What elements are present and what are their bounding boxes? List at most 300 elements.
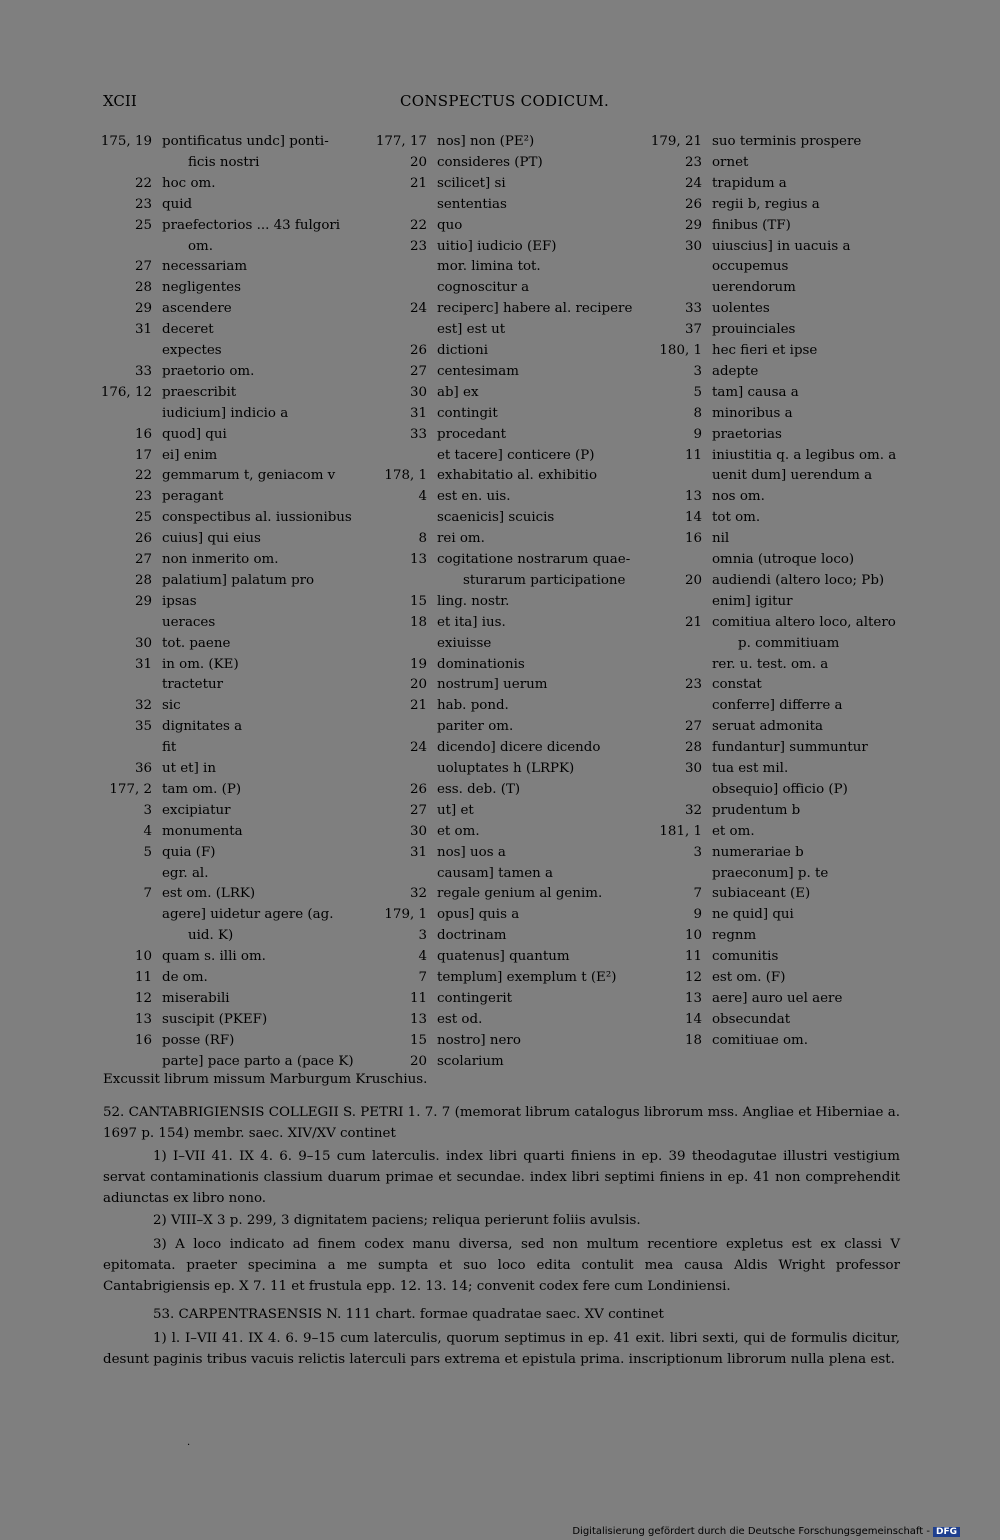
line-reference: 11 [684, 447, 702, 463]
variant-reading: peragant [162, 489, 224, 505]
variant-reading: quatenus] quantum [437, 949, 570, 965]
variant-reading: ornet [712, 154, 749, 170]
variant-reading: conferre] differre a [712, 698, 843, 714]
apparatus-line [650, 696, 905, 716]
line-reference: 31 [134, 322, 152, 338]
variant-reading: ueraces [162, 614, 216, 630]
variant-reading: praescribit [162, 384, 237, 400]
variant-reading: ne quid] qui [712, 907, 794, 923]
variant-reading: ess. deb. (T) [437, 781, 521, 797]
line-reference: 28 [684, 740, 702, 756]
line-reference: 31 [409, 844, 427, 860]
apparatus-line [650, 675, 905, 695]
variant-reading: nos] uos a [437, 844, 506, 860]
line-reference: 177, 17 [375, 134, 427, 149]
apparatus-line [375, 696, 640, 716]
apparatus-line [650, 1031, 905, 1051]
apparatus-line [650, 780, 905, 800]
variant-reading: opus] quis a [437, 907, 520, 923]
apparatus-line [100, 571, 360, 591]
apparatus-line [100, 132, 360, 152]
apparatus-line [100, 780, 360, 800]
variant-reading: miserabili [162, 990, 230, 1006]
apparatus-line [375, 947, 640, 967]
apparatus-line [650, 634, 905, 654]
apparatus-line [100, 675, 360, 695]
apparatus-line [650, 905, 905, 925]
apparatus-line [375, 278, 640, 298]
apparatus-line [650, 278, 905, 298]
variant-reading: tot om. [712, 510, 761, 526]
apparatus-line [100, 153, 360, 173]
apparatus-line [100, 1010, 360, 1030]
variant-reading: parte] pace parto a (pace K) [162, 1053, 354, 1069]
variant-reading: subiaceant (E) [712, 886, 811, 902]
variant-reading: dominationis [437, 656, 525, 672]
apparatus-line [375, 717, 640, 737]
variant-reading: negligentes [162, 280, 241, 296]
variant-reading: finibus (TF) [712, 217, 791, 233]
apparatus-line [650, 613, 905, 633]
variant-reading: ficis nostri [188, 154, 260, 170]
variant-reading: numerariae b [712, 844, 804, 860]
variant-reading: dignitates a [162, 719, 243, 735]
variant-reading: hab. pond. [437, 698, 509, 714]
apparatus-line [100, 529, 360, 549]
variant-reading: quia (F) [162, 844, 216, 860]
line-reference: 32 [409, 886, 427, 902]
line-reference: 30 [409, 823, 427, 839]
line-reference: 24 [684, 175, 702, 191]
variant-reading: scolarium [437, 1053, 504, 1069]
variant-reading: uid. K) [188, 928, 234, 944]
variant-reading: adepte [712, 363, 759, 379]
apparatus-line [375, 926, 640, 946]
variant-reading: nil [712, 531, 730, 547]
apparatus-line [650, 257, 905, 277]
line-reference: 4 [418, 489, 427, 505]
line-reference: 22 [134, 175, 152, 191]
line-reference: 30 [409, 384, 427, 400]
line-reference: 32 [134, 698, 152, 714]
variant-reading: quo [437, 217, 463, 233]
line-reference: 18 [409, 614, 427, 630]
variant-reading: et tacere] conticere (P) [437, 447, 595, 463]
line-reference: 13 [684, 990, 702, 1006]
variant-reading: ut] et [437, 802, 474, 818]
line-reference: 179, 1 [384, 907, 427, 923]
apparatus-line [375, 320, 640, 340]
apparatus-line [650, 132, 905, 152]
line-reference: 28 [134, 280, 152, 296]
apparatus-line [650, 550, 905, 570]
apparatus-line [650, 404, 905, 424]
variant-reading: nos om. [712, 489, 765, 505]
apparatus-line [375, 508, 640, 528]
variant-reading: et om. [437, 823, 480, 839]
apparatus-line [100, 446, 360, 466]
variant-reading: doctrinam [437, 928, 507, 944]
variant-reading: contingit [437, 405, 498, 421]
variant-reading: quod] qui [162, 426, 227, 442]
apparatus-line [650, 738, 905, 758]
excussit-note: Excussit librum missum Marburgum Kruschius. [103, 1072, 428, 1087]
variant-reading: fit [162, 740, 177, 756]
apparatus-line [100, 947, 360, 967]
variant-reading: occupemus [712, 259, 789, 275]
apparatus-line [375, 634, 640, 654]
variant-reading: p. commitiuam [738, 635, 840, 651]
line-reference: 26 [134, 531, 152, 547]
apparatus-line [375, 1031, 640, 1051]
variant-reading: cognoscitur a [437, 280, 530, 296]
apparatus-line [375, 571, 640, 591]
line-reference: 21 [684, 614, 702, 630]
page-number: XCII [103, 92, 137, 110]
line-reference: 3 [143, 802, 152, 818]
apparatus-line [650, 446, 905, 466]
apparatus-line [650, 989, 905, 1009]
apparatus-line [100, 278, 360, 298]
line-reference: 30 [684, 238, 702, 254]
apparatus-line [100, 195, 360, 215]
apparatus-line [650, 320, 905, 340]
variant-reading: egr. al. [162, 865, 209, 881]
apparatus-line [100, 550, 360, 570]
line-reference: 8 [693, 405, 702, 421]
variant-reading: aere] auro uel aere [712, 990, 843, 1006]
variant-reading: non inmerito om. [162, 552, 279, 567]
line-reference: 17 [134, 447, 152, 463]
variant-reading: conspectibus al. iussionibus [162, 510, 352, 526]
line-reference: 29 [684, 217, 702, 233]
apparatus-line [650, 717, 905, 737]
line-reference: 181, 1 [659, 823, 702, 839]
apparatus-line [375, 341, 640, 361]
variant-reading: obsequio] officio (P) [712, 781, 848, 797]
variant-reading: palatium] palatum pro [162, 572, 315, 588]
apparatus-line [100, 613, 360, 633]
variant-reading: praetorio om. [162, 363, 255, 379]
apparatus-line [650, 362, 905, 382]
apparatus-line [100, 634, 360, 654]
line-reference: 15 [409, 593, 427, 609]
line-reference: 23 [684, 677, 702, 693]
variant-reading: suscipit (PKEF) [162, 1011, 268, 1027]
variant-reading: centesimam [437, 363, 519, 379]
apparatus-line [375, 1052, 640, 1072]
apparatus-line [375, 884, 640, 904]
variant-reading: hoc om. [162, 175, 216, 191]
variant-reading: deceret [162, 322, 214, 338]
apparatus-line [100, 989, 360, 1009]
line-reference: 13 [684, 489, 702, 505]
apparatus-line [375, 383, 640, 403]
variant-reading: om. [188, 238, 214, 254]
variant-reading: de om. [162, 970, 208, 985]
variant-reading: audiendi (altero loco; Pb) [712, 572, 885, 588]
line-reference: 5 [693, 384, 702, 400]
apparatus-line [650, 466, 905, 486]
line-reference: 30 [684, 761, 702, 776]
line-reference: 20 [409, 154, 427, 170]
variant-reading: ei] enim [162, 447, 218, 463]
variant-reading: sic [162, 698, 181, 714]
apparatus-line [375, 738, 640, 758]
line-reference: 13 [409, 1011, 427, 1027]
apparatus-line [650, 822, 905, 842]
variant-reading: tractetur [162, 677, 223, 693]
line-reference: 27 [684, 719, 702, 735]
apparatus-line [100, 341, 360, 361]
apparatus-line [650, 571, 905, 591]
apparatus-line [375, 989, 640, 1009]
line-reference: 4 [418, 949, 427, 965]
line-reference: 18 [684, 1032, 702, 1048]
variant-reading: nos] non (PE²) [437, 134, 535, 149]
variant-reading: uerendorum [712, 280, 796, 296]
variant-reading: monumenta [162, 823, 243, 839]
apparatus-line [375, 759, 640, 779]
variant-reading: minoribus a [712, 405, 793, 421]
apparatus-line [375, 905, 640, 925]
line-reference: 11 [134, 970, 152, 985]
apparatus-line [100, 822, 360, 842]
variant-reading: obsecundat [712, 1011, 791, 1027]
apparatus-line [100, 320, 360, 340]
apparatus-line [100, 404, 360, 424]
apparatus-line [375, 425, 640, 445]
apparatus-line [375, 132, 640, 152]
apparatus-line [375, 843, 640, 863]
variant-reading: ut et] in [162, 761, 216, 776]
line-reference: 15 [409, 1032, 427, 1048]
apparatus-line [100, 216, 360, 236]
variant-reading: est od. [437, 1011, 483, 1027]
apparatus-line [375, 487, 640, 507]
variant-reading: tam] causa a [712, 384, 799, 400]
apparatus-line [375, 362, 640, 382]
apparatus-line [650, 508, 905, 528]
variant-reading: templum] exemplum t (E²) [437, 970, 617, 985]
line-reference: 33 [684, 301, 702, 317]
apparatus-line [375, 864, 640, 884]
apparatus-line [100, 1031, 360, 1051]
apparatus-line [375, 613, 640, 633]
apparatus-line [100, 843, 360, 863]
line-reference: 36 [134, 761, 152, 776]
line-reference: 16 [134, 1032, 152, 1048]
line-reference: 26 [684, 196, 702, 212]
apparatus-line [650, 655, 905, 675]
variant-reading: praefectorios ... 43 fulgori [162, 217, 341, 233]
line-reference: 25 [134, 510, 152, 526]
apparatus-line [375, 968, 640, 988]
apparatus-line [100, 884, 360, 904]
line-reference: 4 [143, 823, 152, 839]
apparatus-line [100, 257, 360, 277]
variant-reading: iniustitia q. a legibus om. a [712, 447, 897, 463]
variant-reading: consideres (PT) [437, 154, 543, 170]
line-reference: 37 [684, 322, 702, 338]
line-reference: 9 [693, 426, 702, 442]
line-reference: 19 [409, 656, 427, 672]
entry-53-heading: 53. CARPENTRASENSIS N. 111 chart. formae quadratae saec. XV continet [153, 1307, 664, 1322]
variant-reading: est] est ut [437, 322, 506, 338]
line-reference: 21 [409, 175, 427, 191]
variant-reading: praetorias [712, 426, 782, 442]
variant-reading: constat [712, 677, 762, 693]
apparatus-line [100, 738, 360, 758]
variant-reading: causam] tamen a [437, 865, 553, 881]
variant-reading: est om. (LRK) [162, 886, 256, 902]
line-reference: 27 [134, 259, 152, 275]
apparatus-line [375, 1010, 640, 1030]
apparatus-line [375, 675, 640, 695]
variant-reading: ab] ex [437, 384, 479, 400]
variant-reading: pariter om. [437, 719, 514, 735]
line-reference: 24 [409, 301, 427, 317]
line-reference: 26 [409, 781, 427, 797]
line-reference: 20 [409, 677, 427, 693]
apparatus-line [650, 425, 905, 445]
apparatus-line [650, 884, 905, 904]
apparatus-line [375, 780, 640, 800]
apparatus-line [100, 717, 360, 737]
apparatus-line [100, 237, 360, 257]
variant-reading: pontificatus undc] ponti- [162, 134, 329, 149]
apparatus-line [375, 592, 640, 612]
line-reference: 176, 12 [100, 384, 152, 400]
variant-reading: ling. nostr. [437, 593, 510, 609]
variant-reading: omnia (utroque loco) [712, 552, 855, 567]
variant-reading: posse (RF) [162, 1032, 235, 1048]
variant-reading: scilicet] si [437, 175, 506, 191]
line-reference: 23 [134, 196, 152, 212]
line-reference: 175, 19 [100, 134, 152, 149]
apparatus-line [650, 529, 905, 549]
variant-reading: mor. limina tot. [437, 259, 541, 275]
line-reference: 22 [409, 217, 427, 233]
variant-reading: enim] igitur [712, 593, 793, 609]
apparatus-line [375, 801, 640, 821]
line-reference: 7 [418, 970, 427, 985]
variant-reading: ipsas [162, 593, 197, 609]
variant-reading: rei om. [437, 531, 485, 547]
variant-reading: et ita] ius. [437, 614, 506, 630]
variant-reading: regnm [712, 928, 757, 944]
variant-reading: dicendo] dicere dicendo [437, 740, 601, 756]
line-reference: 21 [409, 698, 427, 714]
variant-reading: et om. [712, 823, 755, 839]
line-reference: 20 [409, 1053, 427, 1069]
apparatus-line [100, 864, 360, 884]
variant-reading: uoluptates h (LRPK) [437, 761, 575, 776]
line-reference: 28 [134, 572, 152, 588]
line-reference: 9 [693, 907, 702, 923]
apparatus-line [100, 1052, 360, 1072]
variant-reading: praeconum] p. te [712, 865, 829, 881]
apparatus-line [375, 153, 640, 173]
variant-reading: agere] uidetur agere (ag. [162, 907, 334, 923]
apparatus-line [650, 341, 905, 361]
apparatus-line [100, 696, 360, 716]
variant-reading: procedant [437, 426, 507, 442]
line-reference: 7 [143, 886, 152, 902]
variant-reading: prudentum b [712, 802, 801, 818]
line-reference: 11 [684, 949, 702, 965]
variant-reading: uolentes [712, 301, 770, 317]
apparatus-line [650, 592, 905, 612]
apparatus-line [100, 592, 360, 612]
apparatus-line [100, 801, 360, 821]
line-reference: 16 [684, 531, 702, 547]
line-reference: 31 [409, 405, 427, 421]
line-reference: 11 [409, 990, 427, 1006]
line-reference: 10 [684, 928, 702, 944]
variant-reading: exiuisse [437, 635, 492, 651]
apparatus-line [375, 299, 640, 319]
line-reference: 14 [684, 1011, 702, 1027]
footer-text: Digitalisierung gefördert durch die Deutsche Forschungsgemeinschaft - [572, 1526, 930, 1537]
variant-reading: regale genium al genim. [437, 886, 603, 902]
variant-reading: nostro] nero [437, 1032, 521, 1048]
variant-reading: quam s. illi om. [162, 949, 266, 965]
entry-52-part-1: 1) I–VII 41. IX 4. 6. 9–15 cum laterculis. index libri quarti finiens in ep. 39 theodagutae illustri vestigium servat contaminationis classium duarum primae et secundae. index libri septimi finiens in ep. 41 non comprehendit adiunctas ex libro nono. [103, 1149, 900, 1206]
apparatus-line [100, 466, 360, 486]
variant-reading: scaenicis] scuicis [437, 510, 555, 526]
apparatus-line [650, 759, 905, 779]
line-reference: 32 [684, 802, 702, 818]
line-reference: 31 [134, 656, 152, 672]
apparatus-line [650, 947, 905, 967]
variant-reading: uenit dum] uerendum a [712, 468, 873, 484]
variant-reading: est om. (F) [712, 970, 786, 985]
line-reference: 23 [134, 489, 152, 505]
apparatus-line [375, 237, 640, 257]
entry-52-part-3: 3) A loco indicato ad finem codex manu diversa, sed non multum recentiore expletus est ex classi V epitomata. praeter specimina a me sumpta et suo loco edita contulit mea causa Aldis Wright professor Cantabrigiensis ep. X 7. 11 et frustula epp. 12. 13. 14; convenit codex fere cum Londiniensi. [103, 1237, 900, 1294]
variant-reading: dictioni [437, 343, 488, 358]
apparatus-line [650, 299, 905, 319]
variant-reading: expectes [162, 343, 222, 358]
variant-reading: sententias [437, 196, 507, 212]
apparatus-line [650, 216, 905, 236]
line-reference: 20 [684, 572, 702, 588]
line-reference: 7 [693, 886, 702, 902]
apparatus-line [650, 195, 905, 215]
variant-reading: est en. uis. [437, 489, 511, 505]
line-reference: 5 [143, 844, 152, 860]
line-reference: 178, 1 [384, 468, 427, 484]
apparatus-line [375, 195, 640, 215]
apparatus-line [375, 466, 640, 486]
variant-reading: contingerit [437, 990, 513, 1006]
variant-reading: in om. (KE) [162, 656, 239, 672]
entry-53-part-1: 1) l. I–VII 41. IX 4. 6. 9–15 cum laterculis, quorum septimus in ep. 41 exit. libri sexti, qui de formulis dicitur, desunt paginis tribus vacuis relictis laterculi pars extrema et epistula prima. inscriptionum librorum nulla plena est. [103, 1331, 900, 1367]
apparatus-line [375, 446, 640, 466]
line-reference: 29 [134, 301, 152, 317]
apparatus-line [650, 153, 905, 173]
line-reference: 3 [693, 844, 702, 860]
stray-mark: · [187, 1440, 191, 1451]
line-reference: 26 [409, 343, 427, 358]
line-reference: 23 [684, 154, 702, 170]
line-reference: 33 [409, 426, 427, 442]
variant-reading: comitiua altero loco, altero [712, 614, 896, 630]
apparatus-line [100, 759, 360, 779]
variant-reading: seruat admonita [712, 719, 824, 735]
variant-reading: prouinciales [712, 322, 796, 338]
